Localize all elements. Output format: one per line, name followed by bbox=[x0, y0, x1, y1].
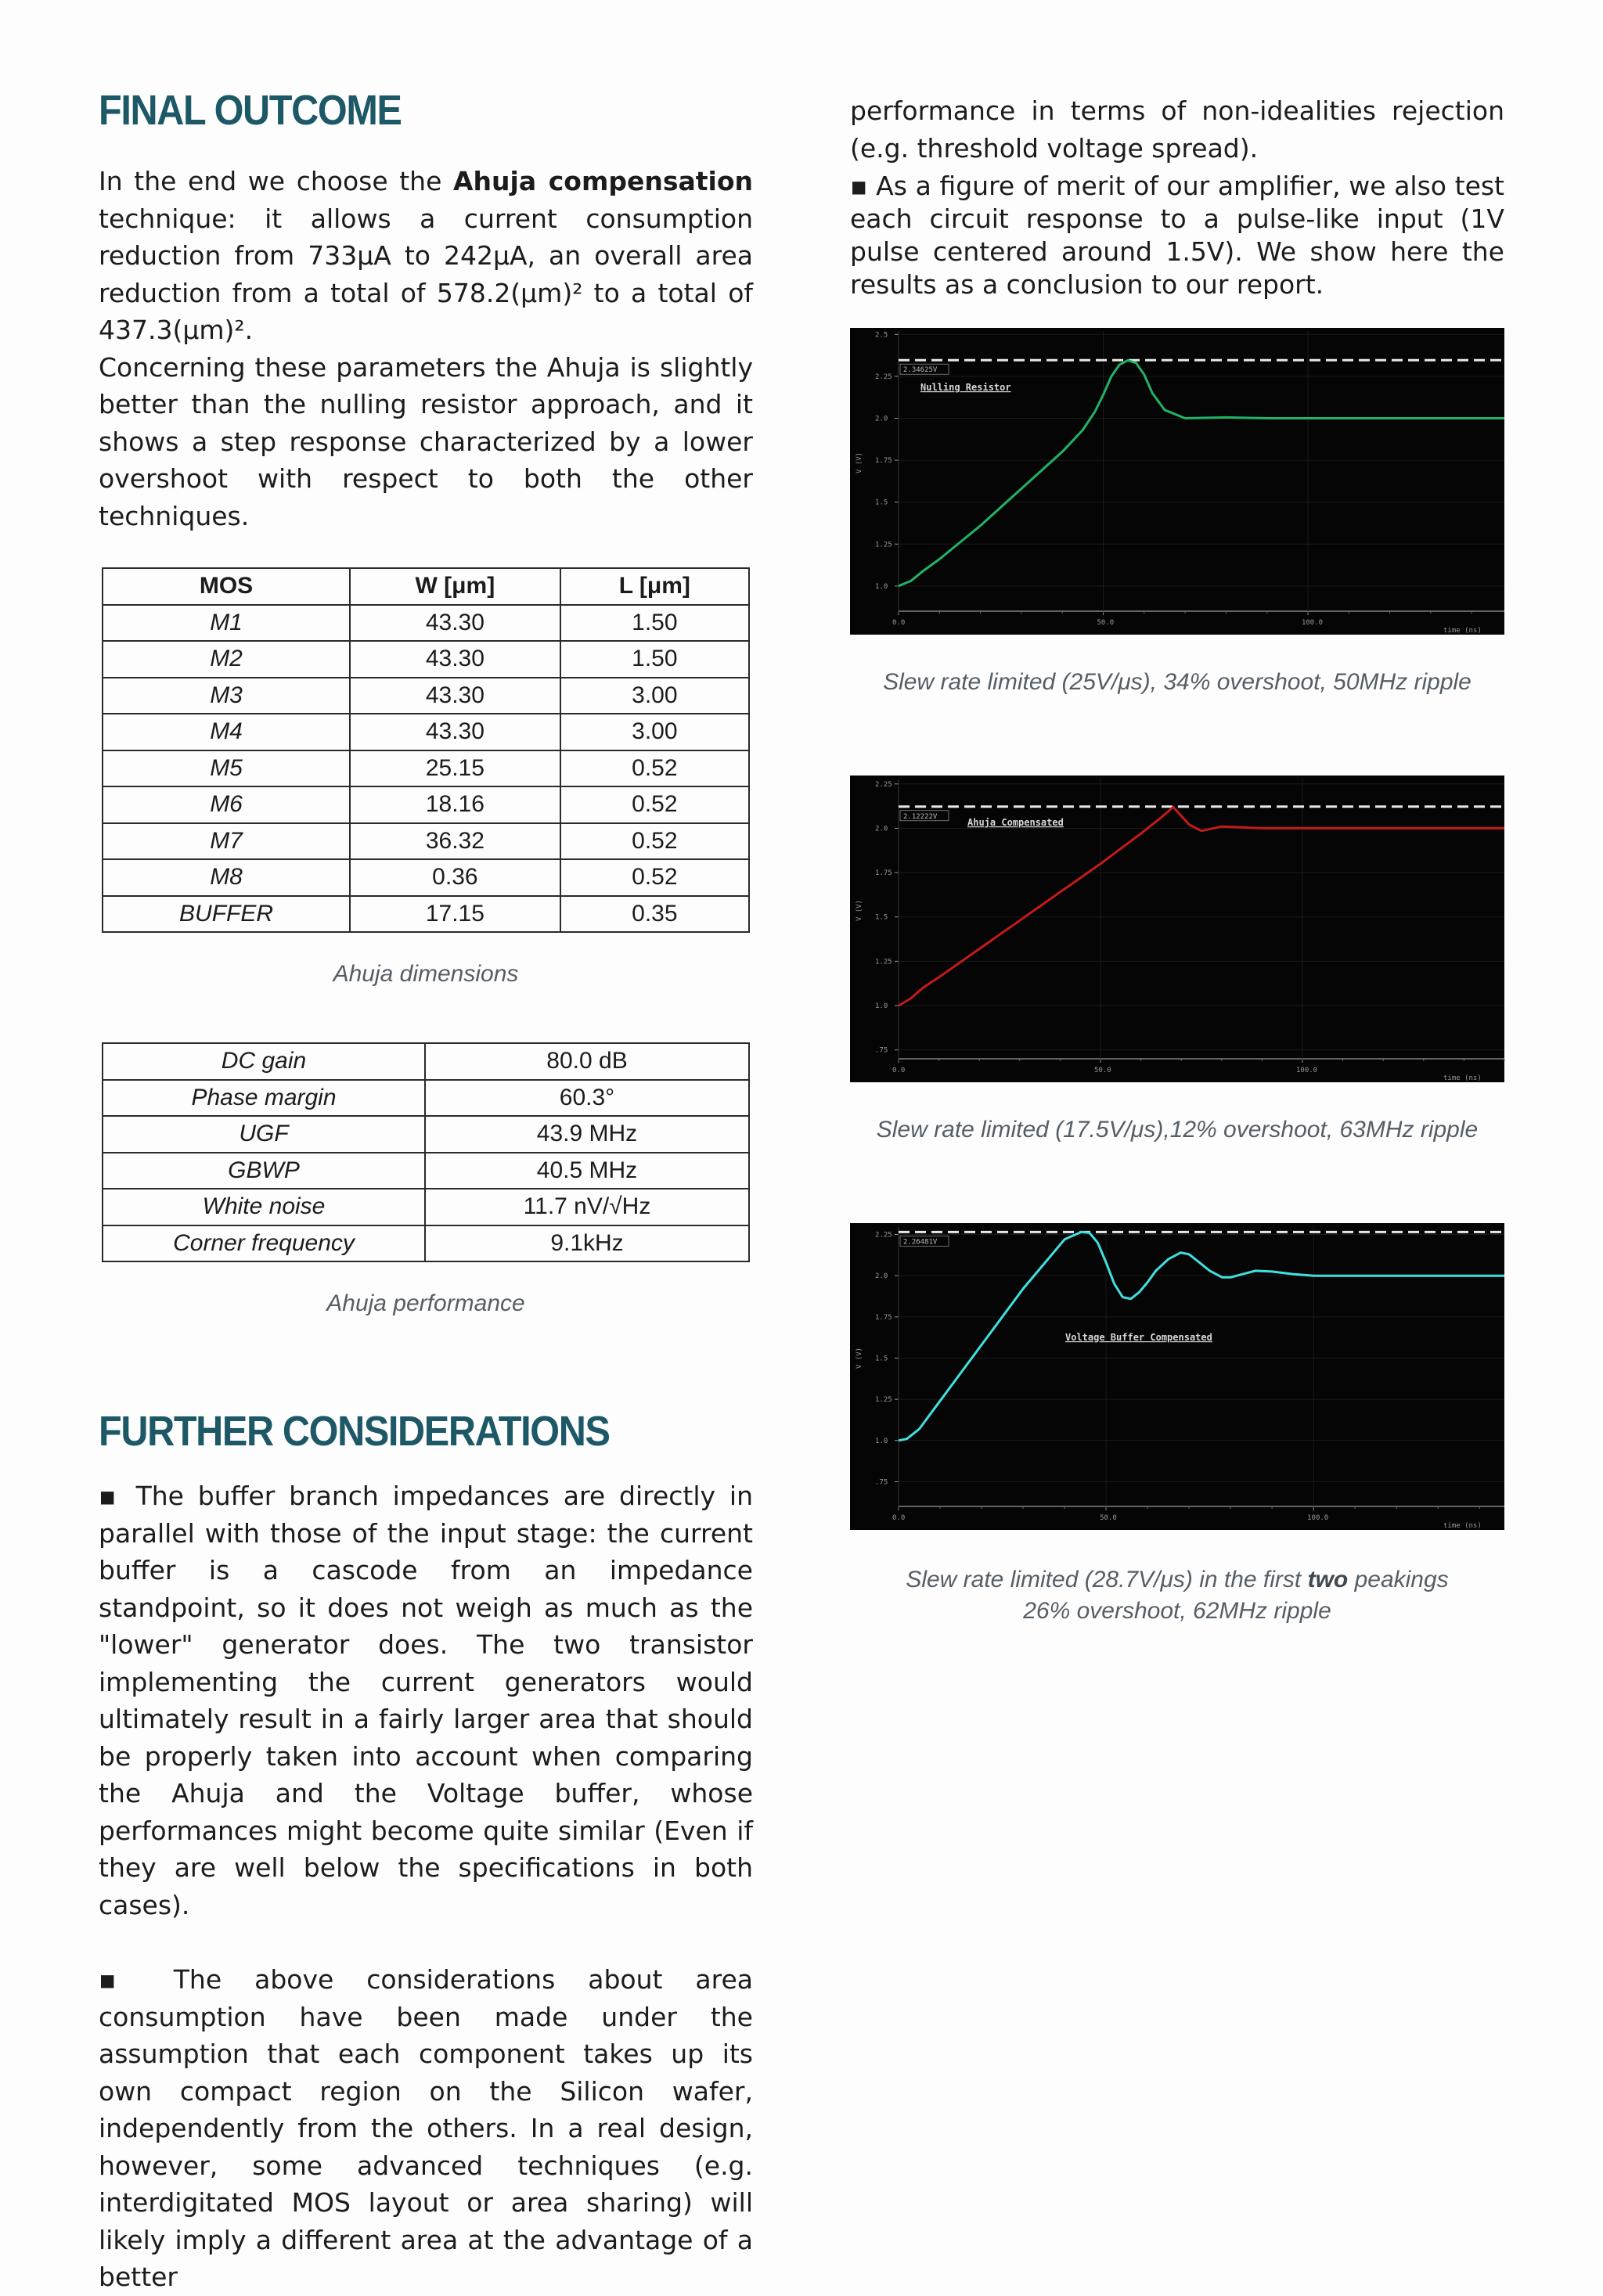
further-paragraph-1: ▪ The buffer branch impedances are directly in parallel with those of the input stage: the current buffer is a cascode from an impedance standpoint, so it does not weigh as much as the "lower" generator does. The two transistor implementing the current generators would ultimately result in a fairly larger area that should be properly taken into account when comparing the Ahuja and the Voltage buffer, whose performances might become quite similar (Even if they are well below the specifications in both cases). bbox=[99, 1481, 753, 1920]
caption-run: Slew rate limited (28.7V/μs) in the first bbox=[906, 1567, 1308, 1592]
y-tick-label: 1.5 bbox=[875, 498, 888, 507]
y-tick-label: 2.5 bbox=[875, 331, 888, 340]
table-cell: Corner frequency bbox=[103, 1225, 425, 1262]
chart-legend-label: Nulling Resistor bbox=[920, 382, 1011, 393]
series-line bbox=[899, 361, 1504, 586]
table-cell: 43.9 MHz bbox=[425, 1116, 749, 1153]
final-outcome-paragraph-2: Concerning these parameters the Ahuja is slightly better than the nulling resistor approach, and it shows a step response characterized by a lower overshoot with respect to both the other techniques. bbox=[99, 351, 753, 531]
chart-nulling-resistor bbox=[850, 328, 1504, 635]
table-cell: 3.00 bbox=[560, 714, 749, 750]
section-heading-final-outcome: FINAL OUTCOME bbox=[99, 87, 402, 134]
table-cell: M5 bbox=[103, 750, 350, 787]
y-tick-label: .75 bbox=[875, 1478, 888, 1487]
table-caption: Ahuja dimensions bbox=[333, 961, 519, 987]
x-tick-label: 50.0 bbox=[1094, 1067, 1111, 1074]
table-row bbox=[103, 1043, 749, 1080]
table-cell: M2 bbox=[103, 641, 350, 678]
final-outcome-paragraph-1 bbox=[99, 163, 753, 349]
right-column bbox=[850, 92, 1504, 1627]
table-row bbox=[103, 1189, 749, 1225]
caption-bold: two bbox=[1307, 1567, 1349, 1592]
y-tick-label: 1.75 bbox=[875, 1313, 892, 1322]
y-tick-label: 1.5 bbox=[875, 913, 888, 922]
table-header-row bbox=[103, 568, 749, 605]
x-tick-label: 100.0 bbox=[1307, 1514, 1329, 1522]
table-row bbox=[103, 714, 749, 750]
chart-caption: Slew rate limited (17.5V/μs),12% overshoot, 63MHz ripple bbox=[876, 1117, 1479, 1143]
y-tick-label: 1.0 bbox=[875, 1002, 888, 1011]
y-tick-label: 2.0 bbox=[875, 415, 888, 423]
y-tick-label: 1.75 bbox=[875, 457, 892, 466]
y-tick-label: 1.0 bbox=[875, 1437, 888, 1445]
table-cell: 1.50 bbox=[560, 641, 749, 678]
table-row bbox=[103, 823, 749, 860]
table-cell: 40.5 MHz bbox=[425, 1153, 749, 1189]
table-cell: 43.30 bbox=[350, 678, 560, 714]
table-cell: M3 bbox=[103, 678, 350, 714]
chart-svg bbox=[850, 776, 1504, 1082]
chart-caption: Slew rate limited (25V/μs), 34% overshoot, 50MHz ripple bbox=[883, 669, 1472, 695]
table-cell: 18.16 bbox=[350, 786, 560, 823]
y-tick-label: 2.25 bbox=[875, 372, 892, 381]
table-cell: 80.0 dB bbox=[425, 1043, 749, 1080]
table-row bbox=[103, 750, 749, 787]
series-line bbox=[899, 807, 1504, 1006]
y-tick-label: 1.25 bbox=[875, 541, 892, 549]
table-cell: 0.36 bbox=[350, 859, 560, 896]
table-caption: Ahuja performance bbox=[326, 1290, 525, 1316]
further-paragraph-2: ▪ The above considerations about area consumption have been made under the assumption that each component takes up its own compact region on the Silicon wafer, independently from the others. In a real design, however, some advanced techniques (e.g. interdigitated MOS layout or area sharing) will likely imply a different area at the advantage of a better bbox=[99, 1964, 753, 2292]
chart-svg bbox=[850, 328, 1504, 635]
table-cell: M4 bbox=[103, 714, 350, 750]
table-row bbox=[103, 678, 749, 714]
chart-caption bbox=[850, 1564, 1504, 1627]
table-cell: White noise bbox=[103, 1189, 425, 1225]
table-row bbox=[103, 1153, 749, 1189]
y-tick-label: 2.0 bbox=[875, 825, 888, 833]
y-tick-label: 1.25 bbox=[875, 958, 892, 966]
table-row bbox=[103, 605, 749, 642]
caption-run: 26% overshoot, 62MHz ripple bbox=[1023, 1598, 1331, 1624]
table-cell: M7 bbox=[103, 823, 350, 860]
text-run: technique: it allows a current consumption reduction from 733μA to 242μA, an overall area reduction from a total of 578.2(μm)² to a total of 437.3(μm)². bbox=[99, 203, 753, 345]
x-axis-label: time (ns) bbox=[1443, 627, 1482, 635]
table-cell: 60.3° bbox=[425, 1080, 749, 1117]
x-tick-label: 0.0 bbox=[892, 1067, 906, 1074]
peak-marker-label: 2.34625V bbox=[903, 366, 938, 375]
header-cell: MOS bbox=[103, 568, 350, 605]
performance-table bbox=[102, 1042, 750, 1262]
y-axis-label: V (V) bbox=[856, 452, 863, 473]
table-row bbox=[103, 1116, 749, 1153]
chart-legend-label: Ahuja Compensated bbox=[967, 817, 1064, 828]
x-tick-label: 0.0 bbox=[892, 1514, 906, 1522]
x-axis-label: time (ns) bbox=[1443, 1522, 1482, 1530]
table-cell: 0.52 bbox=[560, 750, 749, 787]
y-tick-label: 1.75 bbox=[875, 869, 892, 878]
dimensions-table bbox=[102, 567, 750, 933]
text-run: In the end we choose the bbox=[99, 166, 454, 196]
table-cell: 0.52 bbox=[560, 786, 749, 823]
section-heading-further-considerations: FURTHER CONSIDERATIONS bbox=[99, 1408, 610, 1455]
chart-ahuja-compensated bbox=[850, 776, 1504, 1082]
table-cell: Phase margin bbox=[103, 1080, 425, 1117]
table-cell: 0.52 bbox=[560, 859, 749, 896]
table-cell: 1.50 bbox=[560, 605, 749, 642]
y-tick-label: 1.25 bbox=[875, 1396, 892, 1405]
table-row bbox=[103, 1080, 749, 1117]
chart-legend-label: Voltage Buffer Compensated bbox=[1065, 1332, 1212, 1343]
table-cell: GBWP bbox=[103, 1153, 425, 1189]
table-cell: 9.1kHz bbox=[425, 1225, 749, 1262]
x-tick-label: 50.0 bbox=[1097, 619, 1115, 627]
table-cell: 25.15 bbox=[350, 750, 560, 787]
peak-marker-label: 2.26481V bbox=[903, 1238, 938, 1247]
x-tick-label: 50.0 bbox=[1100, 1514, 1117, 1522]
table-cell: 17.15 bbox=[350, 896, 560, 933]
table-cell: M6 bbox=[103, 786, 350, 823]
bold-term: Ahuja compensation bbox=[453, 166, 754, 196]
right-paragraph-1: performance in terms of non-idealities rejection (e.g. threshold voltage spread). bbox=[850, 95, 1504, 164]
table-row bbox=[103, 896, 749, 933]
x-tick-label: 0.0 bbox=[892, 619, 906, 627]
table-cell: 36.32 bbox=[350, 823, 560, 860]
y-tick-label: 2.0 bbox=[875, 1272, 888, 1281]
y-tick-label: 2.25 bbox=[875, 1231, 892, 1240]
table-cell: 0.52 bbox=[560, 823, 749, 860]
y-tick-label: 1.0 bbox=[875, 582, 888, 591]
y-tick-label: 1.5 bbox=[875, 1355, 888, 1363]
table-cell: BUFFER bbox=[103, 896, 350, 933]
table-cell: UGF bbox=[103, 1116, 425, 1153]
table-cell: 43.30 bbox=[350, 605, 560, 642]
x-axis-label: time (ns) bbox=[1443, 1074, 1482, 1082]
caption-run: peakings bbox=[1348, 1567, 1449, 1592]
y-tick-label: .75 bbox=[875, 1046, 888, 1055]
chart-svg bbox=[850, 1223, 1504, 1530]
x-tick-label: 100.0 bbox=[1296, 1067, 1318, 1074]
y-axis-label: V (V) bbox=[856, 899, 863, 921]
y-axis-label: V (V) bbox=[856, 1347, 863, 1369]
header-cell: W [μm] bbox=[350, 568, 560, 605]
x-tick-label: 100.0 bbox=[1301, 619, 1324, 627]
header-cell: L [μm] bbox=[560, 568, 749, 605]
left-column bbox=[99, 86, 753, 2296]
table-cell: 43.30 bbox=[350, 714, 560, 750]
peak-marker-label: 2.12222V bbox=[903, 812, 938, 821]
table-row bbox=[103, 1225, 749, 1262]
table-row bbox=[103, 859, 749, 896]
table-row bbox=[103, 786, 749, 823]
table-cell: 43.30 bbox=[350, 641, 560, 678]
table-row bbox=[103, 641, 749, 678]
y-tick-label: 2.25 bbox=[875, 780, 892, 789]
table-cell: M8 bbox=[103, 859, 350, 896]
table-cell: 11.7 nV/√Hz bbox=[425, 1189, 749, 1225]
chart-voltage-buffer bbox=[850, 1223, 1504, 1530]
table-cell: 3.00 bbox=[560, 678, 749, 714]
table-cell: 0.35 bbox=[560, 896, 749, 933]
table-cell: M1 bbox=[103, 605, 350, 642]
table-cell: DC gain bbox=[103, 1043, 425, 1080]
right-paragraph-2: ▪ As a figure of merit of our amplifier, we also test each circuit response to a pulse-like input (1V pulse centered around 1.5V). We show here the results as a conclusion to our report. bbox=[850, 171, 1504, 300]
